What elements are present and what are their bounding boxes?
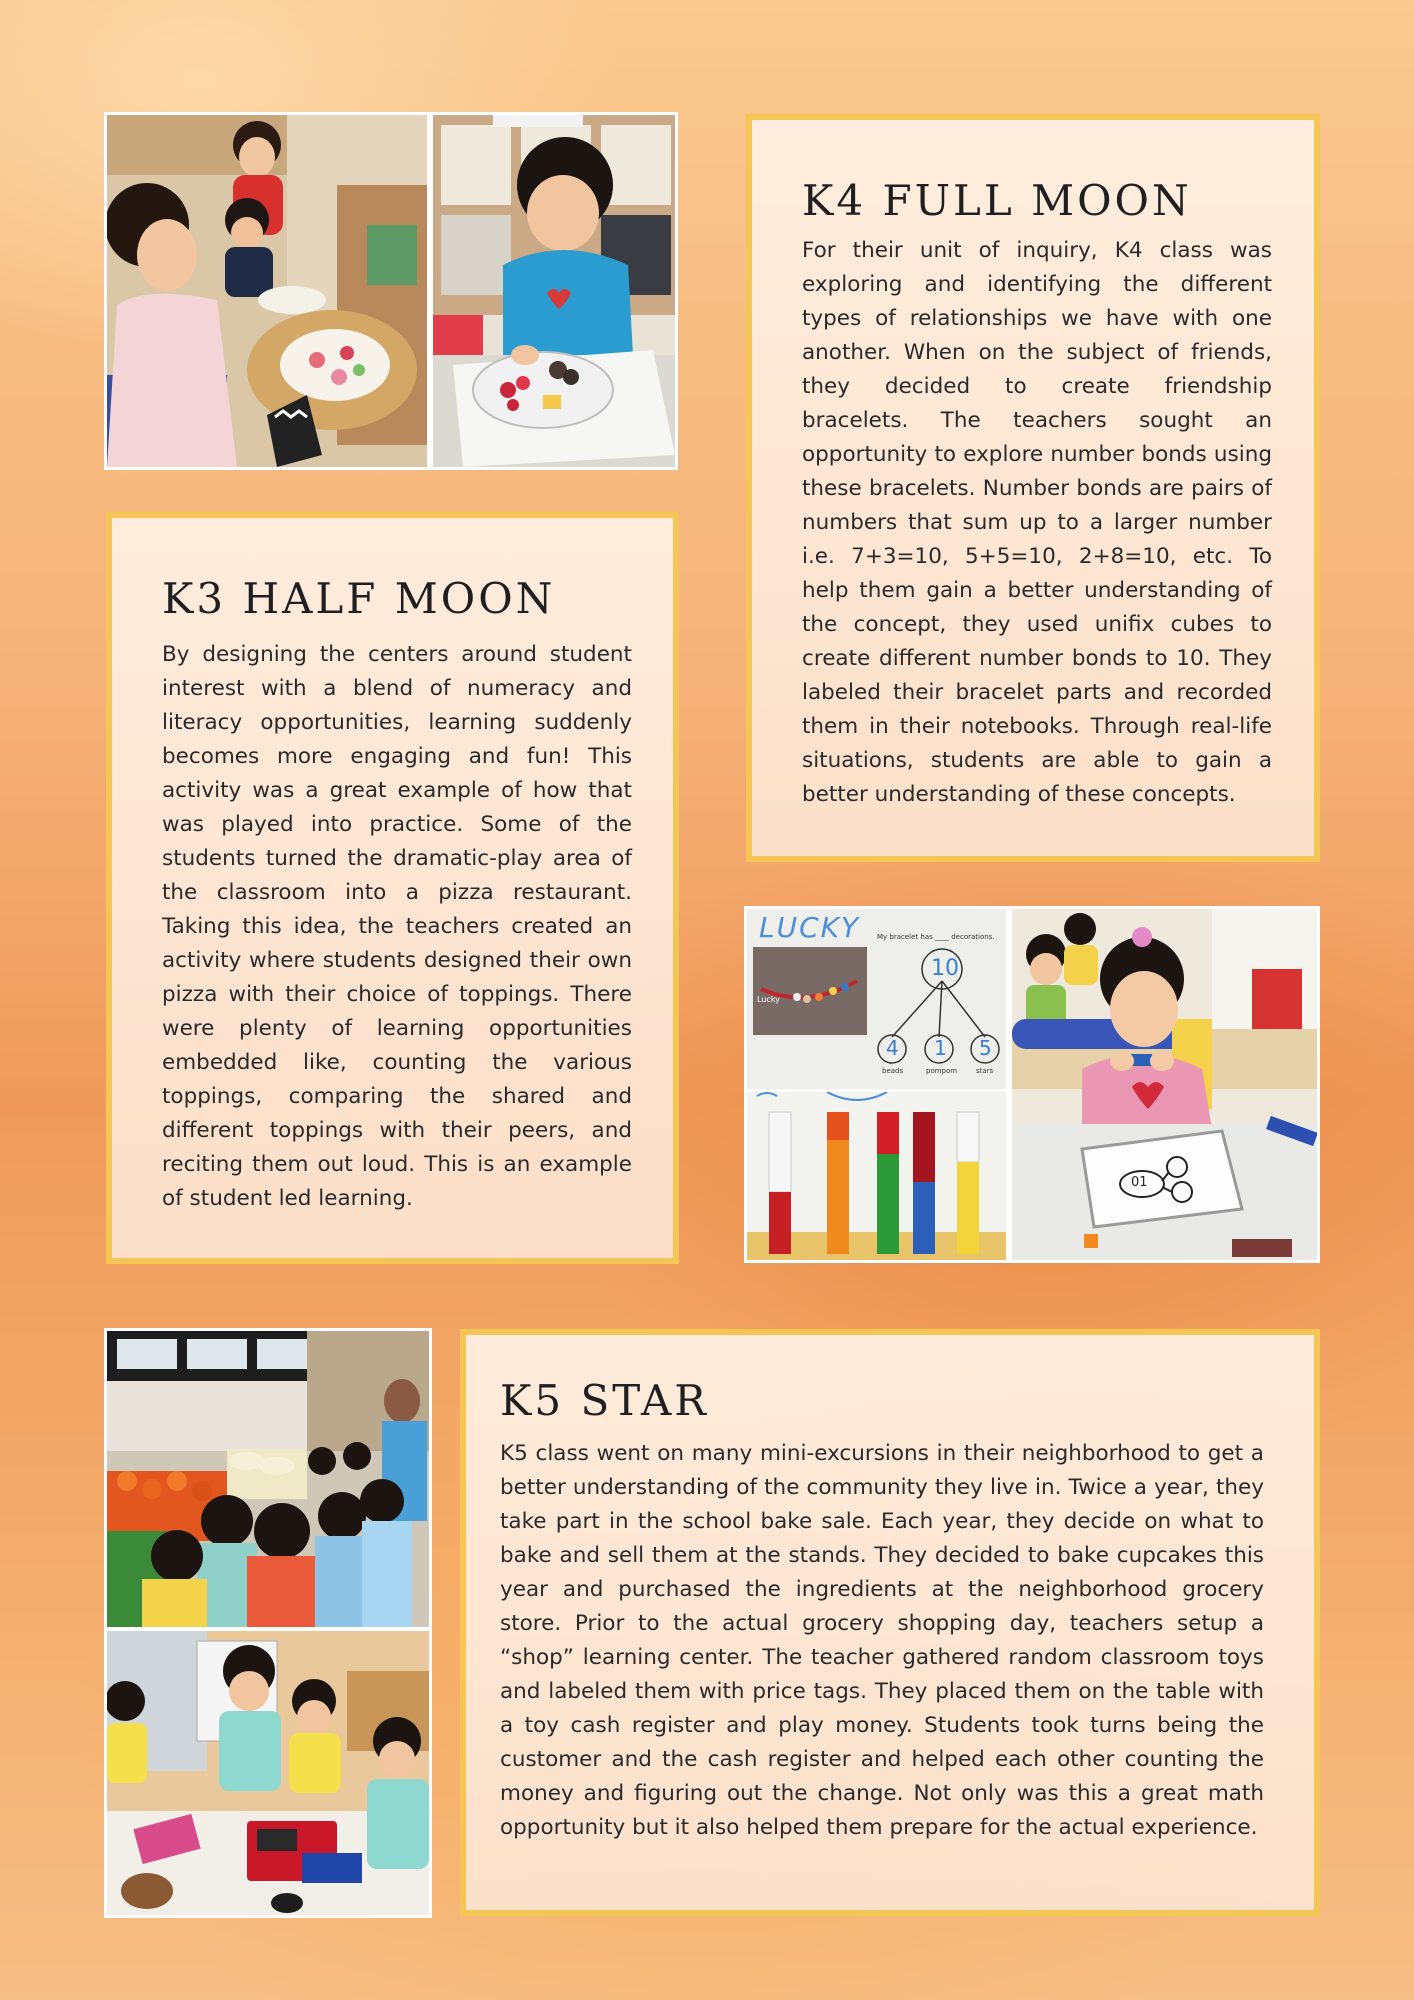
bond-part-3-value: 5 <box>979 1036 992 1060</box>
whiteboard-number: 01 <box>1131 1175 1148 1190</box>
worksheet-handwritten-name: LUCKY <box>759 911 861 944</box>
pizza-photo-girls-tray <box>107 115 427 467</box>
k3-title: K3 HALF MOON <box>162 574 556 623</box>
k5-star-card <box>460 1329 1320 1916</box>
k3-half-moon-card <box>106 512 679 1264</box>
worksheet-bracelet-label: Lucky <box>757 995 780 1004</box>
pizza-photo-boy-plate <box>433 115 675 467</box>
k5-body-text: K5 class went on many mini-excursions in their neighborhood to get a better understanding of the community they live in. Twice a year, they take part in the school bake sale. Each year, they decide on what to bake and sell them at the stands. They decided to bake cupcakes this year and purchased the ingredients at the neighborhood grocery store. Prior to the actual grocery shopping day, teachers setup a “shop” learning center. The teacher gathered random classroom toys and labeled them with price tags. They placed them on the table with a toy cash register and play money. Students took turns being the customer and the cash register and helped each other counting the money and figuring out the change. Not only was this a great math opportunity but it also helped them prepare for the actual experience. <box>500 1441 1264 1840</box>
bond-part-1-label: beads <box>882 1067 904 1075</box>
k4-title: K4 FULL MOON <box>802 176 1192 225</box>
girl-unifix-cubes-photo <box>1012 909 1317 1260</box>
pizza-photos <box>104 112 678 470</box>
grocery-shop-photos <box>104 1328 432 1918</box>
number-bonds-photos <box>744 906 1320 1263</box>
bond-total: 10 <box>931 956 959 981</box>
k4-body-text: For their unit of inquiry, K4 class was exploring and identifying the different types of relationships we have with one another. When on the subject of friends, they decided to create friendship bracelets. The teachers sought an opportunity to explore number bonds using these bracelets. Number bonds are pairs of numbers that sum up to a larger number i.e. 7+3=10, 5+5=10, 2+8=10, etc. To help them gain a better understanding of the concept, they used unifix cubes to create different number bonds to 10. They labeled their bracelet parts and recorded them in their notebooks. Through real-life situations, students are able to gain a better understanding of these concepts. <box>802 238 1272 807</box>
k5-title: K5 STAR <box>500 1376 709 1425</box>
bond-part-1-value: 4 <box>886 1036 899 1060</box>
bond-part-2-label: pompom <box>926 1067 958 1075</box>
k3-body-text: By designing the centers around student interest with a blend of numeracy and literacy opportunities, learning suddenly becomes more engaging and fun! This activity was a great example of how that was played into practice. Some of the students turned the dramatic-play area of the classroom into a pizza restaurant. Taking this idea, the teachers created an activity where students designed their own pizza with their choice of toppings. There were plenty of learning opportunities embedded like, counting the various toppings, comparing the shared and different toppings with their peers, and reciting them out loud. This is an example of student led learning. <box>162 642 632 1211</box>
grocery-store-photo <box>107 1331 429 1627</box>
bracelet-worksheet-photo <box>747 909 1006 1089</box>
worksheet-prompt: My bracelet has ____ decorations. <box>877 933 995 941</box>
bond-part-2-value: 1 <box>934 1036 947 1060</box>
unifix-towers-photo <box>747 1092 1006 1260</box>
bond-part-3-label: stars <box>976 1067 994 1075</box>
k4-full-moon-card <box>746 114 1320 862</box>
toy-shop-photo <box>107 1631 429 1915</box>
